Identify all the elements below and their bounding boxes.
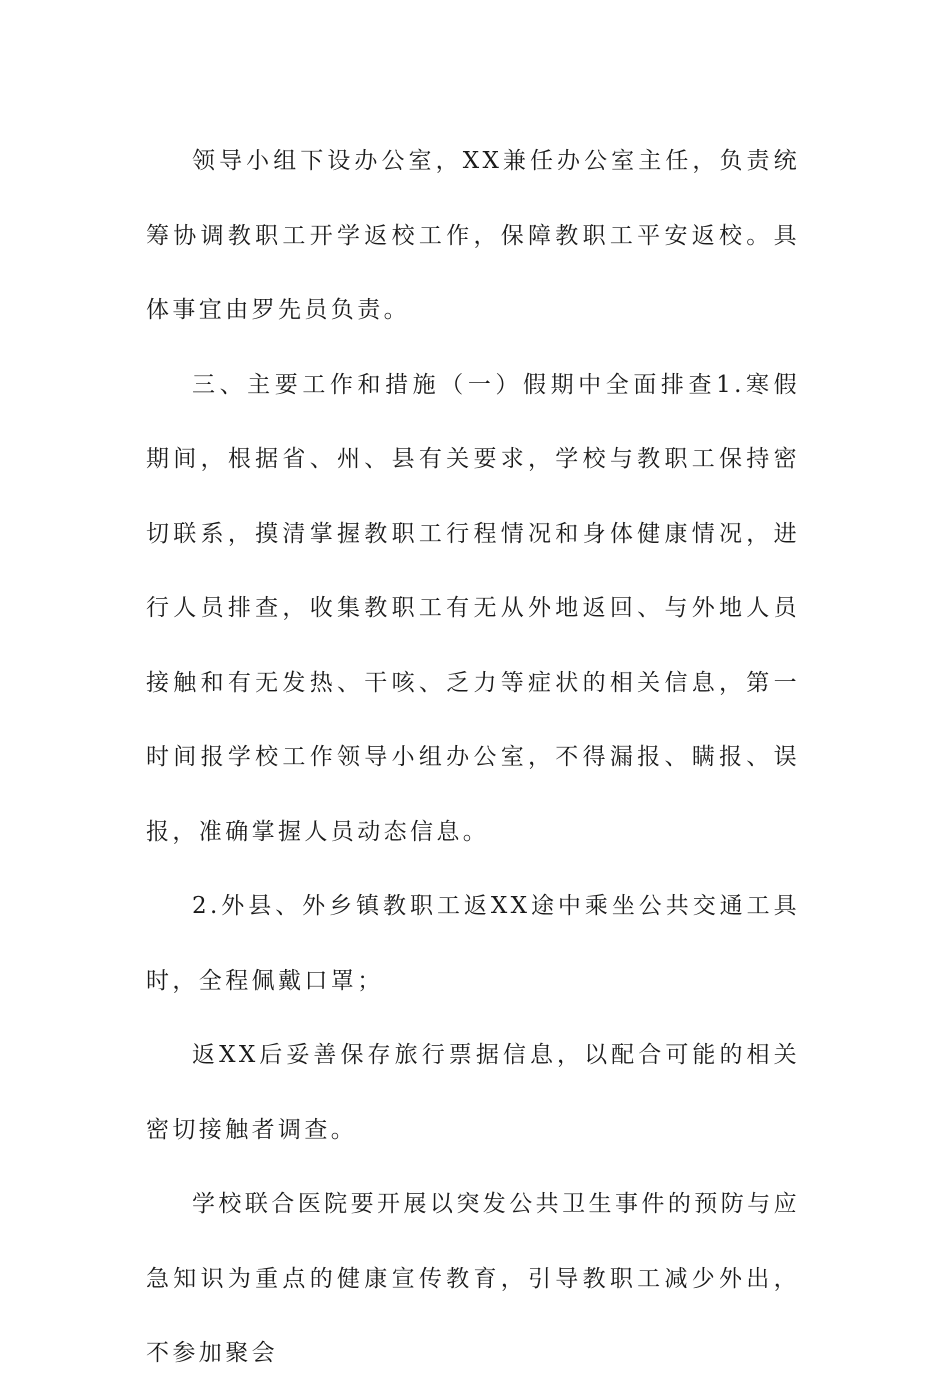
paragraph: 2.外县、外乡镇教职工返XX途中乘坐公共交通工具时，全程佩戴口罩； xyxy=(146,893,800,994)
paragraph: 三、主要工作和措施（一）假期中全面排查1.寒假期间，根据省、州、县有关要求，学校与教职工保持密切联系，摸清掌握教职工行程情况和身体健康情况，进行人员排查，收集教职工有无从外地返回、与外地人员接触和有无发热、干咳、乏力等症状的相关信息，第一时间报学校工作领导小组办公室，不得漏报、瞒报、误报，准确掌握人员动态信息。 xyxy=(146,371,800,845)
paragraph: 学校联合医院要开展以突发公共卫生事件的预防与应急知识为重点的健康宣传教育，引导教职工减少外出，不参加聚会 xyxy=(146,1191,800,1366)
paragraph: 返XX后妥善保存旅行票据信息，以配合可能的相关密切接触者调查。 xyxy=(146,1042,800,1143)
document-body xyxy=(146,124,800,1391)
paragraph: 领导小组下设办公室，XX兼任办公室主任，负责统筹协调教职工开学返校工作，保障教职工平安返校。具体事宜由罗先员负责。 xyxy=(146,148,800,323)
